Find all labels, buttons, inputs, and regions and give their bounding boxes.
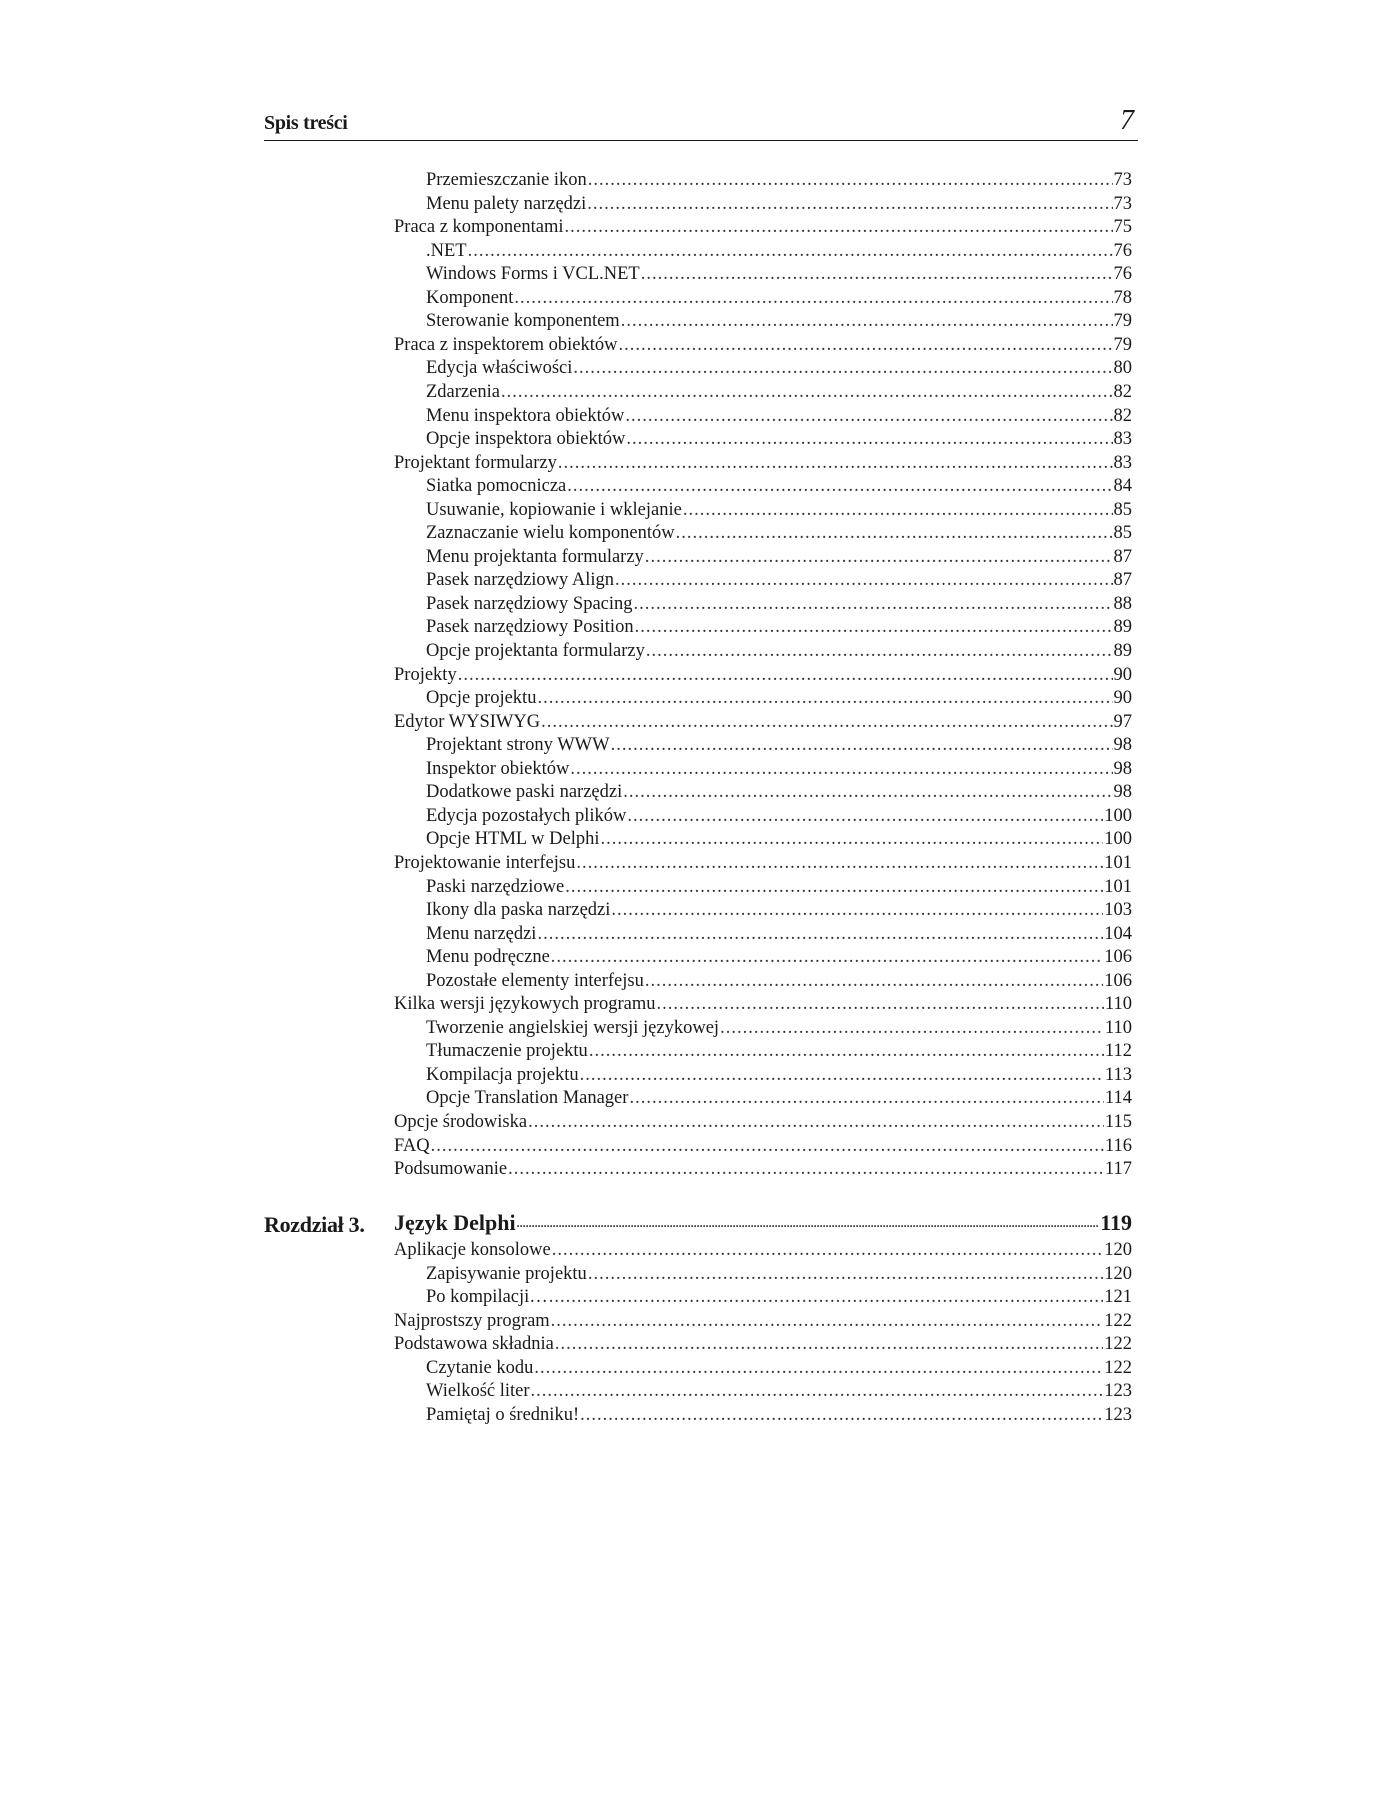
toc-entry xyxy=(426,593,1132,615)
toc-entry-page: 98 xyxy=(1113,782,1132,803)
toc-entry-title: Sterowanie komponentem xyxy=(426,311,620,332)
toc-entry xyxy=(394,711,1132,733)
dot-leader xyxy=(600,828,1103,850)
chapter-label: Rozdział 3. xyxy=(264,1212,365,1237)
toc-entry xyxy=(426,169,1132,191)
toc-entry xyxy=(426,405,1132,427)
toc-entry-title: Tworzenie angielskiej wersji językowej xyxy=(426,1017,720,1038)
toc-entry-page: 120 xyxy=(1104,1240,1132,1260)
toc-entry xyxy=(394,334,1132,356)
toc-entry-title: Edycja pozostałych plików xyxy=(426,805,627,826)
toc-entry xyxy=(426,1357,1132,1379)
toc-entry-title: Dodatkowe paski narzędzi xyxy=(426,782,623,803)
toc-entry xyxy=(426,1064,1132,1086)
toc-entry-page: 103 xyxy=(1104,900,1132,921)
toc-entry-title: Edycja właściwości xyxy=(426,358,573,379)
toc-entry xyxy=(426,1380,1132,1402)
dot-leader xyxy=(589,1040,1104,1062)
toc-entry xyxy=(426,569,1132,591)
toc-entry-page: 115 xyxy=(1104,1112,1132,1132)
toc-entry-title: Najprostszy program xyxy=(394,1310,550,1331)
toc-entry-title: Przemieszczanie ikon xyxy=(426,170,587,190)
toc-entry-page: 104 xyxy=(1104,923,1132,944)
toc-entry xyxy=(394,216,1132,238)
dot-leader xyxy=(615,569,1112,591)
toc-entry-page: 87 xyxy=(1113,546,1132,567)
dot-leader xyxy=(558,452,1113,474)
toc-entry-title: Podstawowa składnia xyxy=(394,1334,554,1355)
toc-entry xyxy=(426,263,1132,285)
toc-entry xyxy=(426,970,1132,992)
running-header-title: Spis treści xyxy=(264,112,348,134)
toc-entry-title: Kompilacja projektu xyxy=(426,1064,579,1085)
toc-entry-title: Opcje projektanta formularzy xyxy=(426,641,645,661)
dot-leader xyxy=(528,1111,1104,1133)
toc-entry-title: FAQ xyxy=(394,1135,430,1156)
toc-entry-page: 80 xyxy=(1113,358,1132,379)
toc-entry-title: Czytanie kodu xyxy=(426,1357,534,1378)
toc-entry-page: 116 xyxy=(1104,1135,1132,1156)
toc-entry xyxy=(426,946,1132,968)
dot-leader xyxy=(537,923,1103,945)
dot-leader xyxy=(629,1087,1103,1109)
toc-entry-title: Pasek narzędziowy Spacing xyxy=(426,593,633,614)
toc-entry-page: 87 xyxy=(1113,570,1132,591)
toc-entry xyxy=(426,475,1132,497)
toc-entry xyxy=(394,452,1132,474)
toc-entry xyxy=(426,1286,1132,1308)
dot-leader xyxy=(508,1158,1104,1180)
toc-entry-title: Tłumaczenie projektu xyxy=(426,1041,588,1062)
toc-entry-page: 122 xyxy=(1104,1357,1132,1378)
dot-leader xyxy=(580,1404,1103,1426)
toc-entry-title: Menu palety narzędzi xyxy=(426,193,587,214)
toc-entry-title: Projektant formularzy xyxy=(394,452,557,473)
toc-entry-page: 114 xyxy=(1104,1088,1132,1109)
dot-leader xyxy=(552,1239,1104,1261)
toc-entry-title: Wielkość liter xyxy=(426,1381,530,1402)
toc-entry-title: Ikony dla paska narzędzi xyxy=(426,900,611,921)
toc-entry-title: Menu inspektora obiektów xyxy=(426,405,625,426)
dot-leader xyxy=(541,711,1112,733)
dot-leader xyxy=(431,1135,1104,1157)
toc-entry xyxy=(426,828,1132,850)
toc-entry-title: Menu projektanta formularzy xyxy=(426,546,644,567)
toc-entry xyxy=(426,357,1132,379)
dot-leader xyxy=(549,1286,1103,1308)
toc-entry xyxy=(394,852,1132,874)
toc-entry xyxy=(426,876,1132,898)
toc-entry xyxy=(426,616,1132,638)
toc-entry-page: 123 xyxy=(1104,1404,1132,1425)
toc-entry-title: Aplikacje konsolowe xyxy=(394,1240,551,1260)
dot-leader xyxy=(657,993,1104,1015)
dot-leader xyxy=(537,687,1112,709)
toc-entry-title: .NET xyxy=(426,240,467,261)
toc-entry-title: Kilka wersji językowych programu xyxy=(394,994,656,1015)
toc-entry-page: 73 xyxy=(1113,193,1132,214)
toc-entry xyxy=(426,546,1132,568)
toc-entry-page: 89 xyxy=(1113,641,1132,661)
toc-entry-page: 101 xyxy=(1104,852,1132,873)
toc-entry xyxy=(426,287,1132,309)
dot-leader xyxy=(720,1017,1104,1039)
toc-entry xyxy=(394,1135,1132,1157)
toc-entry xyxy=(426,1040,1132,1062)
toc-entry-page: 85 xyxy=(1113,523,1132,544)
dot-leader xyxy=(576,852,1103,874)
toc-entry-title: Windows Forms i VCL.NET xyxy=(426,264,640,285)
toc-entry-title: Usuwanie, kopiowanie i wklejanie xyxy=(426,499,682,520)
toc-entry-title: Zaznaczanie wielu komponentów xyxy=(426,523,675,544)
dot-leader xyxy=(587,193,1112,215)
toc-entry-page: 82 xyxy=(1113,405,1132,426)
dot-leader xyxy=(641,263,1113,285)
toc-entry-page: 121 xyxy=(1104,1287,1132,1308)
toc-entry-page: 113 xyxy=(1104,1064,1132,1085)
toc-entry xyxy=(426,1404,1132,1426)
toc-entry-title: Praca z inspektorem obiektów xyxy=(394,334,618,355)
toc-entry xyxy=(426,734,1132,756)
toc-entry-title: Opcje inspektora obiektów xyxy=(426,429,626,450)
toc-entry-page: 90 xyxy=(1113,688,1132,709)
toc-entry-page: 75 xyxy=(1113,217,1132,238)
dot-leader xyxy=(625,405,1112,427)
dot-leader xyxy=(646,640,1113,662)
toc-entry-page: 90 xyxy=(1113,664,1132,685)
dot-leader xyxy=(621,310,1113,332)
dot-leader xyxy=(611,899,1103,921)
toc-entry-page: 83 xyxy=(1113,452,1132,473)
dot-leader xyxy=(626,428,1112,450)
dot-leader xyxy=(627,805,1103,827)
toc-entry xyxy=(426,428,1132,450)
dot-leader xyxy=(565,876,1103,898)
toc-entry xyxy=(426,923,1132,945)
toc-entry-page: 110 xyxy=(1104,1017,1132,1038)
toc-entry-page: 79 xyxy=(1113,311,1132,332)
toc-entry-title: Opcje Translation Manager xyxy=(426,1088,629,1109)
toc-entry-title: Praca z komponentami xyxy=(394,217,564,238)
page-number: 7 xyxy=(1120,105,1134,136)
dot-leader xyxy=(623,781,1112,803)
toc-entry-title: Pamiętaj o średniku! xyxy=(426,1404,580,1425)
dot-leader xyxy=(534,1357,1103,1379)
toc-entry xyxy=(426,522,1132,544)
toc-entry-title: Pasek narzędziowy Align xyxy=(426,570,615,591)
toc-entry xyxy=(426,310,1132,332)
toc-entry xyxy=(394,1158,1132,1180)
toc-entry-page: 123 xyxy=(1104,1381,1132,1402)
toc-entry-page: 98 xyxy=(1113,758,1132,779)
dot-leader xyxy=(501,381,1113,403)
toc-entry-title: Opcje HTML w Delphi xyxy=(426,829,600,850)
toc-entry-title: Siatka pomocnicza xyxy=(426,476,567,497)
toc-entry-title: Inspektor obiektów xyxy=(426,758,570,779)
dot-leader xyxy=(565,216,1113,238)
toc-entry-page: 122 xyxy=(1104,1334,1132,1355)
chapter-title-entry xyxy=(394,1210,1132,1236)
toc-entry-title: Podsumowanie xyxy=(394,1159,508,1180)
toc-entry-page: 119 xyxy=(1100,1210,1132,1235)
dot-leader xyxy=(645,546,1113,568)
toc-entry-page: 117 xyxy=(1104,1159,1132,1180)
toc-entry xyxy=(394,1239,1132,1261)
dot-leader xyxy=(458,664,1113,686)
toc-entry xyxy=(394,664,1132,686)
dot-leader xyxy=(567,475,1112,497)
dot-leader xyxy=(555,1333,1103,1355)
toc-entry-page: 85 xyxy=(1113,499,1132,520)
toc-entry-title: Opcje projektu xyxy=(426,688,537,709)
toc-entry-page: 97 xyxy=(1113,711,1132,732)
toc-entry-title: Zapisywanie projektu xyxy=(426,1263,587,1284)
dot-leader xyxy=(635,616,1113,638)
toc-entry-page: 83 xyxy=(1113,429,1132,450)
toc-entry-page: 79 xyxy=(1113,334,1132,355)
toc-entry-page: 82 xyxy=(1113,381,1132,402)
toc-entry-page: 106 xyxy=(1104,970,1132,991)
dot-leader xyxy=(531,1380,1104,1402)
toc-entry-page: 84 xyxy=(1113,476,1132,497)
dot-leader xyxy=(573,357,1112,379)
toc-entry-page: 88 xyxy=(1113,593,1132,614)
toc-entry-page: 76 xyxy=(1113,240,1132,261)
toc-entry-page: 76 xyxy=(1113,264,1132,285)
toc-entry-title: Język Delphi xyxy=(394,1210,516,1235)
toc-entry-page: 106 xyxy=(1104,947,1132,968)
dot-leader xyxy=(570,758,1112,780)
toc-entry-title: Projektant strony WWW xyxy=(426,735,610,756)
dot-leader xyxy=(588,1263,1103,1285)
toc-entry-title: Komponent xyxy=(426,287,514,308)
dot-leader xyxy=(611,734,1113,756)
dot-leader xyxy=(551,1310,1104,1332)
toc-entry-page: 110 xyxy=(1104,994,1132,1015)
dot-leader xyxy=(588,169,1113,191)
toc-entry xyxy=(426,240,1132,262)
toc-entry-title: Projektowanie interfejsu xyxy=(394,852,576,873)
toc-entry xyxy=(426,805,1132,827)
dot-leader xyxy=(676,522,1113,544)
page-header xyxy=(264,104,1138,141)
toc-entry-title: Menu narzędzi xyxy=(426,923,537,944)
toc-entry-title: Edytor WYSIWYG xyxy=(394,711,541,732)
dot-leader xyxy=(683,499,1113,521)
dot-leader xyxy=(645,970,1103,992)
toc-entry xyxy=(426,640,1132,662)
toc-entry xyxy=(426,1263,1132,1285)
toc-entry-page: 100 xyxy=(1104,829,1132,850)
toc-entry-title: Paski narzędziowe xyxy=(426,876,565,897)
dot-leader xyxy=(514,287,1112,309)
toc-entry xyxy=(426,499,1132,521)
toc-entry-page: 120 xyxy=(1104,1263,1132,1284)
toc-entry-title: Opcje środowiska xyxy=(394,1112,528,1132)
toc-entry xyxy=(426,381,1132,403)
toc-entry xyxy=(394,993,1132,1015)
toc-entry-page: 89 xyxy=(1113,617,1132,638)
toc-entry-page: 122 xyxy=(1104,1310,1132,1331)
toc-entry xyxy=(426,899,1132,921)
toc-entry-page: 112 xyxy=(1104,1041,1132,1062)
dot-leader xyxy=(580,1064,1104,1086)
toc-entry xyxy=(426,781,1132,803)
toc-entry-page: 98 xyxy=(1113,735,1132,756)
toc-entry xyxy=(426,1017,1132,1039)
toc-entry-page: 78 xyxy=(1113,287,1132,308)
toc-entry-page: 73 xyxy=(1113,170,1132,190)
toc-entry-title: Po kompilacji… xyxy=(426,1287,548,1308)
dot-leader xyxy=(618,334,1112,356)
toc-entry xyxy=(426,1087,1132,1109)
dot-leader xyxy=(551,946,1103,968)
toc-entry-page: 100 xyxy=(1104,805,1132,826)
toc-entry xyxy=(394,1111,1132,1133)
toc-entry-title: Zdarzenia xyxy=(426,381,500,402)
toc-entry-title: Projekty xyxy=(394,664,457,685)
toc-entry-title: Pozostałe elementy interfejsu xyxy=(426,970,644,991)
toc-entry-page: 101 xyxy=(1104,876,1132,897)
toc-entry-title: Menu podręczne xyxy=(426,947,550,968)
toc-entry xyxy=(426,758,1132,780)
dot-leader xyxy=(634,593,1113,615)
toc-entry xyxy=(426,687,1132,709)
toc-entry xyxy=(426,193,1132,215)
toc-entry-title: Pasek narzędziowy Position xyxy=(426,617,634,638)
toc-entry xyxy=(394,1333,1132,1355)
dot-leader xyxy=(468,240,1113,262)
toc-entry xyxy=(394,1310,1132,1332)
dot-leader xyxy=(517,1210,1100,1236)
